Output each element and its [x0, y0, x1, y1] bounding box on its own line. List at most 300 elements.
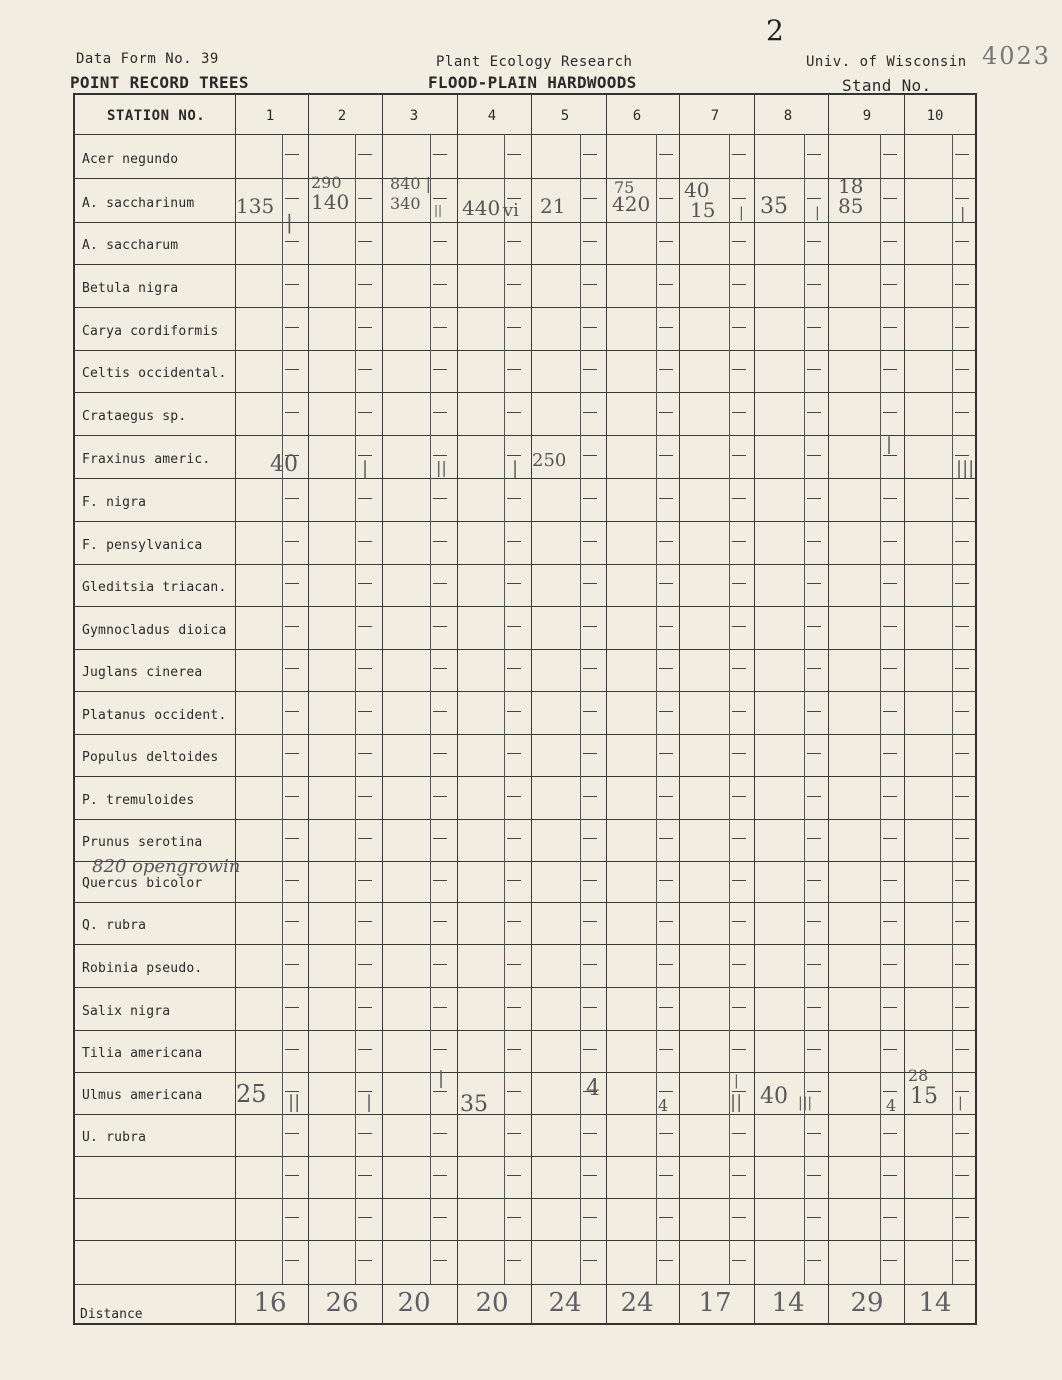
grid-subcolumn-line	[504, 134, 505, 1284]
tally-saccharinum-1: |	[286, 210, 293, 234]
tally-tick	[659, 838, 673, 839]
tally-tick	[659, 668, 673, 669]
tally-tick	[583, 154, 597, 155]
organization: Plant Ecology Research	[436, 54, 633, 70]
tally-ulmus-2: |	[366, 1092, 373, 1113]
tally-tick	[583, 498, 597, 499]
tally-tick	[883, 1091, 897, 1092]
tally-tick	[285, 838, 299, 839]
tally-tick	[659, 198, 673, 199]
tally-tick	[732, 327, 746, 328]
tally-tick	[507, 455, 521, 456]
tally-tick	[659, 498, 673, 499]
grid-row-line	[75, 134, 975, 135]
tally-tick	[955, 921, 969, 922]
tally-tick	[955, 541, 969, 542]
tally-tick	[507, 412, 521, 413]
tally-tick	[807, 796, 821, 797]
tally-tick	[883, 964, 897, 965]
grid-row-line	[75, 1156, 975, 1157]
tally-tick	[583, 369, 597, 370]
tally-tick	[507, 921, 521, 922]
tally-tick	[507, 626, 521, 627]
tally-tick	[285, 796, 299, 797]
tally-tick	[285, 1133, 299, 1134]
tally-saccharinum-7: |	[739, 205, 744, 221]
tally-tick	[659, 1049, 673, 1050]
tally-tick	[732, 1133, 746, 1134]
tally-tick	[659, 1007, 673, 1008]
tally-tick	[883, 1260, 897, 1261]
distance-label: Distance	[80, 1307, 143, 1322]
form-number: Data Form No. 39	[76, 51, 219, 67]
entry-saccharinum-5: 21	[540, 194, 566, 218]
tally-tick	[807, 880, 821, 881]
tally-tick	[358, 198, 372, 199]
tally-tick	[358, 880, 372, 881]
tally-tick	[433, 284, 447, 285]
tally-tick	[955, 711, 969, 712]
grid-column-line	[382, 95, 383, 1323]
tally-tick	[358, 921, 372, 922]
tally-tick	[433, 369, 447, 370]
species-label: Gleditsia triacan.	[82, 580, 227, 595]
station-number: 7	[710, 108, 720, 124]
tally-tick	[732, 921, 746, 922]
station-label: STATION NO.	[107, 108, 206, 124]
tally-tick	[583, 880, 597, 881]
species-label: Salix nigra	[82, 1004, 171, 1019]
tally-tick	[732, 796, 746, 797]
tally-tick	[659, 921, 673, 922]
tally-tick	[955, 1049, 969, 1050]
entry-ulmus-4: 35	[460, 1092, 488, 1117]
grid-subcolumn-line	[952, 134, 953, 1284]
tally-tick	[358, 284, 372, 285]
entry-fraxinus-5: 250	[532, 450, 567, 471]
stand-label: Stand No.	[842, 76, 932, 95]
entry-saccharinum-2b: 140	[311, 190, 350, 214]
entry-saccharinum-6b: 420	[612, 192, 651, 216]
tally-tick	[732, 154, 746, 155]
tally-tick	[659, 796, 673, 797]
tally-tick	[732, 1049, 746, 1050]
tally-tick	[358, 964, 372, 965]
tally-tick	[807, 241, 821, 242]
tally-ulmus-8: |||	[798, 1095, 813, 1111]
tally-tick	[358, 1175, 372, 1176]
grid-row-line	[75, 902, 975, 903]
tally-fraxinus-9: |	[886, 434, 893, 455]
grid-subcolumn-line	[880, 134, 881, 1284]
station-number: 4	[487, 108, 497, 124]
entry-saccharinum-9b: 85	[838, 194, 864, 218]
distance-value: 20	[397, 1288, 431, 1318]
tally-tick	[433, 455, 447, 456]
entry-ulmus-5: 4	[586, 1076, 600, 1101]
tally-tick	[358, 838, 372, 839]
tally-tick	[883, 241, 897, 242]
tally-tick	[732, 455, 746, 456]
tally-tick	[659, 1217, 673, 1218]
tally-tick	[807, 711, 821, 712]
tally-tick	[507, 583, 521, 584]
tally-tick	[732, 284, 746, 285]
tally-tick	[883, 838, 897, 839]
grid-subcolumn-line	[430, 134, 431, 1284]
tally-tick	[955, 583, 969, 584]
tally-tick	[507, 1007, 521, 1008]
species-label: Carya cordiformis	[82, 324, 219, 339]
entry-saccharinum-2a: 290	[311, 173, 342, 192]
tally-tick	[433, 668, 447, 669]
species-label: Gymnocladus dioica	[82, 623, 227, 638]
tally-tick	[507, 1260, 521, 1261]
tally-tick	[955, 198, 969, 199]
tally-tick	[358, 241, 372, 242]
tally-tick	[358, 626, 372, 627]
tally-tick	[583, 1007, 597, 1008]
tally-ulmus-3: |	[438, 1068, 445, 1089]
entry-saccharinum-4: 440	[462, 196, 501, 220]
station-number: 1	[265, 108, 275, 124]
tally-tick	[955, 1133, 969, 1134]
tally-tick	[507, 369, 521, 370]
tally-tick	[883, 154, 897, 155]
tally-fraxinus-2: |	[362, 458, 369, 479]
tally-tick	[285, 327, 299, 328]
tally-tick	[583, 1049, 597, 1050]
tally-tick	[659, 626, 673, 627]
tally-tick	[883, 284, 897, 285]
species-label: Quercus bicolor	[82, 876, 203, 891]
tally-tick	[659, 412, 673, 413]
species-label: A. saccharum	[82, 238, 179, 253]
tally-tick	[883, 880, 897, 881]
tally-tick	[807, 1217, 821, 1218]
tally-tick	[507, 327, 521, 328]
station-number: 6	[632, 108, 642, 124]
tally-tick	[732, 753, 746, 754]
tally-tick	[358, 541, 372, 542]
tally-tick	[807, 1007, 821, 1008]
tally-tick	[358, 498, 372, 499]
tally-tick	[433, 1260, 447, 1261]
tally-tick	[883, 541, 897, 542]
grid-row-line	[75, 734, 975, 735]
grid-row-line	[75, 649, 975, 650]
entry-ulmus-10a: 28	[908, 1066, 929, 1085]
tally-tick	[883, 198, 897, 199]
species-label: Platanus occident.	[82, 708, 227, 723]
tally-tick	[433, 1175, 447, 1176]
grid-row-line	[75, 222, 975, 223]
tally-tick	[433, 241, 447, 242]
stand-number: 4023	[982, 42, 1052, 70]
species-label: P. tremuloides	[82, 793, 195, 808]
tally-tick	[659, 964, 673, 965]
grid-column-line	[679, 95, 680, 1323]
tally-tick	[659, 327, 673, 328]
tally-tick	[807, 583, 821, 584]
tally-tick	[659, 583, 673, 584]
tally-ulmus-7a: |	[734, 1073, 739, 1089]
tally-tick	[285, 921, 299, 922]
grid-row-line	[75, 1240, 975, 1241]
tally-tick	[955, 1175, 969, 1176]
entry-saccharinum-3b: 340	[390, 194, 421, 213]
tally-tick	[883, 1007, 897, 1008]
tally-tick	[358, 1133, 372, 1134]
tally-tick	[659, 711, 673, 712]
tally-tick	[955, 753, 969, 754]
species-label: F. nigra	[82, 495, 147, 510]
tally-tick	[433, 964, 447, 965]
tally-tick	[507, 1133, 521, 1134]
tally-tick	[732, 369, 746, 370]
tally-tick	[955, 796, 969, 797]
tally-tick	[955, 668, 969, 669]
tally-tick	[732, 198, 746, 199]
tally-tick	[807, 668, 821, 669]
tally-tick	[659, 1133, 673, 1134]
tally-tick	[583, 921, 597, 922]
tally-tick	[732, 711, 746, 712]
grid-row-line	[75, 819, 975, 820]
tally-tick	[358, 154, 372, 155]
tally-tick	[285, 198, 299, 199]
species-label: Juglans cinerea	[82, 665, 203, 680]
tally-tick	[955, 154, 969, 155]
distance-value: 20	[475, 1288, 509, 1318]
grid-row-line	[75, 1284, 975, 1285]
tally-tick	[732, 1007, 746, 1008]
tally-tick	[433, 198, 447, 199]
tally-tick	[955, 498, 969, 499]
tally-tick	[507, 711, 521, 712]
grid-row-line	[75, 691, 975, 692]
tally-tick	[433, 1049, 447, 1050]
grid-row-line	[75, 1072, 975, 1073]
species-label: Robinia pseudo.	[82, 961, 203, 976]
tally-tick	[433, 1091, 447, 1092]
tally-tick	[358, 668, 372, 669]
tally-tick	[955, 369, 969, 370]
grid-subcolumn-line	[804, 134, 805, 1284]
tally-tick	[285, 1049, 299, 1050]
tally-tick	[358, 1260, 372, 1261]
tally-tick	[883, 327, 897, 328]
tally-saccharinum-10: |	[960, 204, 966, 223]
entry-ulmus-10b: 15	[910, 1084, 938, 1109]
tally-saccharinum-3: ||	[434, 203, 443, 217]
tally-tick	[883, 1175, 897, 1176]
tally-tick	[583, 1175, 597, 1176]
tally-tick	[583, 796, 597, 797]
tally-tick	[433, 921, 447, 922]
grid-subcolumn-line	[656, 134, 657, 1284]
tally-tick	[583, 753, 597, 754]
tally-tick	[883, 1217, 897, 1218]
tally-tick	[358, 711, 372, 712]
tally-tick	[955, 626, 969, 627]
tally-tick	[732, 241, 746, 242]
tally-tick	[583, 198, 597, 199]
tally-tick	[433, 753, 447, 754]
tally-tick	[955, 1091, 969, 1092]
tally-tick	[507, 1175, 521, 1176]
grid-subcolumn-line	[580, 134, 581, 1284]
tally-fraxinus-4: |	[512, 458, 519, 479]
tally-tick	[732, 541, 746, 542]
tally-tick	[583, 327, 597, 328]
tally-tick	[285, 1260, 299, 1261]
entry-ulmus-9: 4	[886, 1096, 897, 1115]
grid-column-line	[308, 95, 309, 1323]
grid-column-line	[457, 95, 458, 1323]
tally-tick	[807, 1133, 821, 1134]
tally-tick	[955, 880, 969, 881]
grid-column-line	[828, 95, 829, 1323]
tally-tick	[955, 241, 969, 242]
form-subtitle: FLOOD-PLAIN HARDWOODS	[428, 73, 637, 92]
tally-tick	[285, 412, 299, 413]
tally-tick	[507, 880, 521, 881]
species-label: Tilia americana	[82, 1046, 203, 1061]
tally-tick	[807, 626, 821, 627]
tally-tick	[507, 198, 521, 199]
grid-row-line	[75, 521, 975, 522]
tally-tick	[732, 583, 746, 584]
tally-tick	[732, 626, 746, 627]
grid-row-line	[75, 1030, 975, 1031]
distance-value: 24	[620, 1288, 654, 1318]
grid-row-line	[75, 1198, 975, 1199]
grid-row-line	[75, 564, 975, 565]
tally-tick	[659, 1091, 673, 1092]
tally-tick	[433, 626, 447, 627]
tally-tick	[732, 1260, 746, 1261]
tally-tick	[732, 1217, 746, 1218]
tally-ulmus-7b: ||	[730, 1092, 743, 1113]
tally-tick	[732, 838, 746, 839]
tally-tick	[955, 1007, 969, 1008]
tally-tick	[955, 1217, 969, 1218]
distance-value: 24	[548, 1288, 582, 1318]
tally-tick	[285, 541, 299, 542]
grid-row-line	[75, 944, 975, 945]
grid-row-line	[75, 987, 975, 988]
tally-tick	[807, 154, 821, 155]
grid-column-line	[754, 95, 755, 1323]
tally-tick	[883, 753, 897, 754]
tally-tick	[807, 284, 821, 285]
tally-tick	[955, 1260, 969, 1261]
tally-ulmus-10: |	[958, 1095, 963, 1111]
distance-value: 14	[918, 1288, 952, 1318]
tally-tick	[285, 1217, 299, 1218]
tally-tick	[883, 583, 897, 584]
tally-tick	[732, 880, 746, 881]
tally-tick	[433, 327, 447, 328]
tally-tick	[659, 154, 673, 155]
tally-tick	[883, 668, 897, 669]
tally-tick	[507, 964, 521, 965]
tally-tick	[507, 1091, 521, 1092]
entry-ulmus-8: 40	[760, 1084, 788, 1109]
tally-tick	[507, 284, 521, 285]
tally-tick	[285, 241, 299, 242]
tally-tick	[883, 412, 897, 413]
entry-saccharinum-9a: 18	[838, 174, 864, 198]
distance-value: 29	[850, 1288, 884, 1318]
tally-tick	[285, 626, 299, 627]
tally-tick	[732, 668, 746, 669]
tally-tick	[507, 541, 521, 542]
species-label: Populus deltoides	[82, 750, 219, 765]
grid-subcolumn-line	[355, 134, 356, 1284]
tally-tick	[433, 1007, 447, 1008]
tally-tick	[807, 1091, 821, 1092]
tally-tick	[285, 369, 299, 370]
tally-tick	[883, 369, 897, 370]
tally-tick	[358, 1049, 372, 1050]
tally-tick	[732, 498, 746, 499]
tally-tick	[807, 838, 821, 839]
tally-tick	[583, 838, 597, 839]
entry-fraxinus-1: 40	[270, 452, 298, 477]
species-label: Fraxinus americ.	[82, 452, 211, 467]
tally-tick	[507, 154, 521, 155]
tally-tick	[883, 498, 897, 499]
tally-tick	[659, 284, 673, 285]
entry-saccharinum-1: 135	[236, 194, 275, 218]
tally-tick	[659, 541, 673, 542]
tally-tick	[659, 880, 673, 881]
tally-tick	[433, 541, 447, 542]
tally-tick	[955, 412, 969, 413]
distance-value: 16	[253, 1288, 287, 1318]
station-number: 8	[783, 108, 793, 124]
tally-tick	[507, 241, 521, 242]
tally-tick	[285, 1175, 299, 1176]
tally-tick	[433, 880, 447, 881]
tally-tick	[583, 583, 597, 584]
tally-tick	[583, 284, 597, 285]
entry-ulmus-1: 25	[236, 1080, 267, 1108]
tally-ulmus-1: ||	[288, 1092, 301, 1113]
tally-tick	[807, 1260, 821, 1261]
grid-row-line	[75, 350, 975, 351]
species-label: Celtis occidental.	[82, 366, 227, 381]
entry-saccharinum-6a: 75	[614, 178, 635, 197]
distance-value: 17	[698, 1288, 732, 1318]
tally-tick	[583, 964, 597, 965]
tally-tick	[358, 1007, 372, 1008]
tally-tick	[358, 327, 372, 328]
tally-tick	[285, 753, 299, 754]
grid-subcolumn-line	[282, 134, 283, 1284]
tally-tick	[807, 964, 821, 965]
grid-column-line	[904, 95, 905, 1323]
tally-saccharinum-4: vi	[503, 200, 519, 221]
tally-tick	[883, 711, 897, 712]
tally-tick	[583, 711, 597, 712]
species-label: Prunus serotina	[82, 835, 203, 850]
tally-tick	[433, 711, 447, 712]
tally-tick	[358, 455, 372, 456]
tally-tick	[807, 412, 821, 413]
